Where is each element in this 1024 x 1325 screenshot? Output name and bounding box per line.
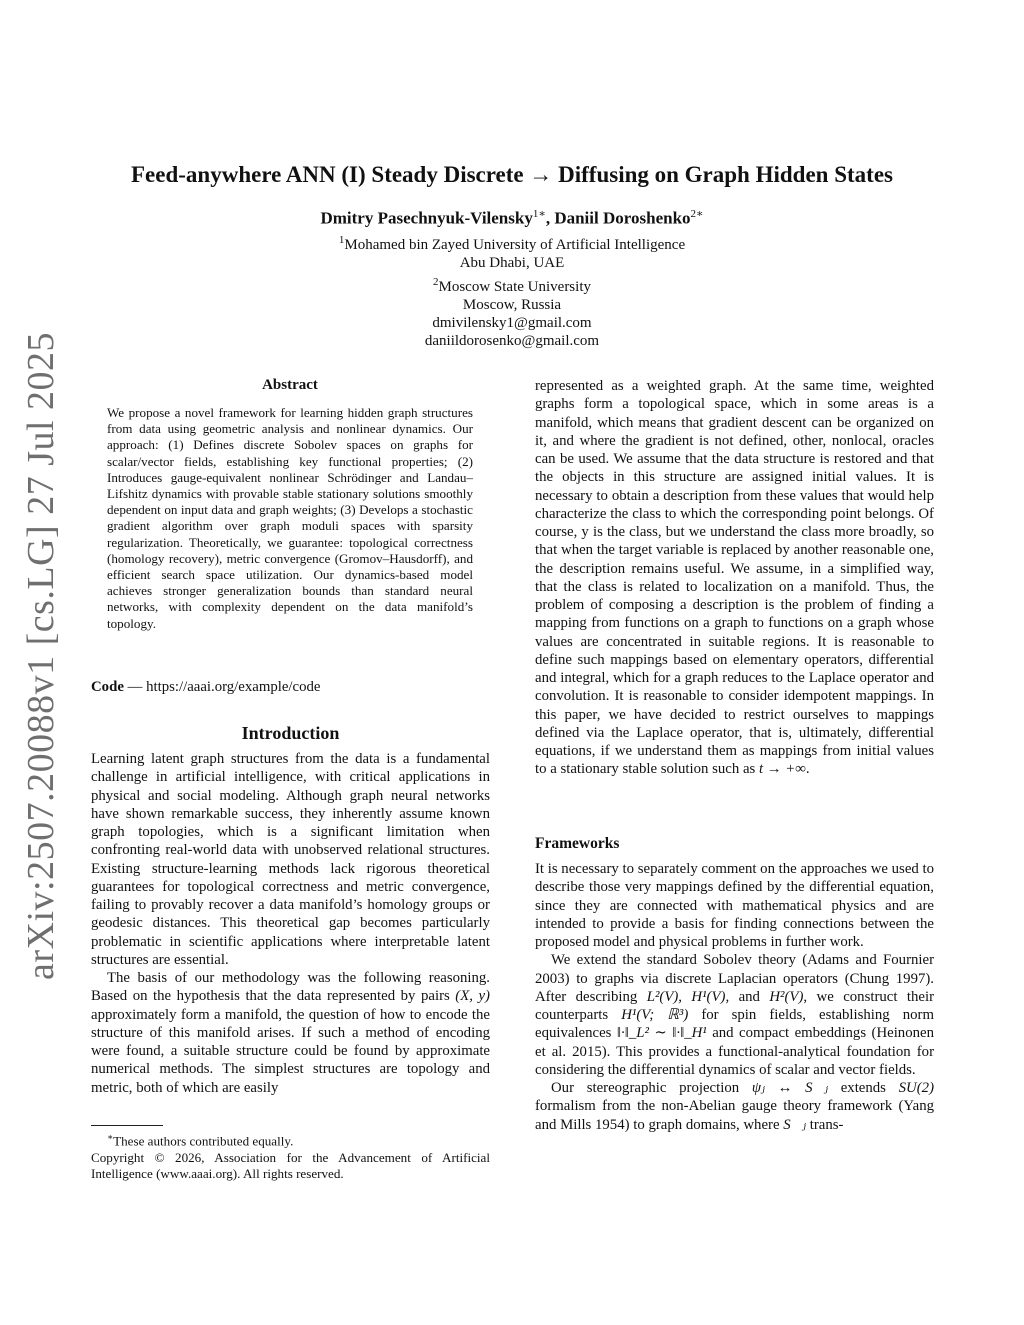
code-link-line <box>91 678 491 697</box>
introduction-heading: Introduction <box>241 723 340 743</box>
footnote-text: These authors contributed equally. <box>113 1133 294 1149</box>
text-run: , we construct their counterparts <box>535 988 934 1023</box>
copyright-notice: Copyright © 2026, Association for the Advancement of Artificial Intelligence (www.aaai.org). All rights reserved. <box>91 1149 490 1181</box>
introduction-body <box>91 750 490 1097</box>
text-run: for spin fields, establishing norm equivalences <box>535 1007 934 1042</box>
introduction-paragraph: Learning latent graph structures from the data is a fundamental challenge in artificial intelligence, with critical applications in physical and social modeling. Although graph neural networks have shown remarkable success, they inherently assume known graph topologies, which is a significant limitation when confronting real-world data with unobserved relational structures. Existing structure-learning methods lack rigorous theoretical guarantees for topological correctness and metric convergence, failing to provably recover a data manifold’s homology groups or geodesic distances. This theoretical gap becomes particularly problematic in scientific applications where interpretable latent structures are essential. <box>91 751 490 968</box>
footnotes <box>91 1129 490 1182</box>
inline-math: t → +∞ <box>758 761 806 778</box>
affiliation-mark: 2 <box>433 275 439 288</box>
inline-math: L²(V), H¹(V), <box>646 988 730 1005</box>
inline-math: ψⱼ ↔ S⃗ⱼ <box>751 1080 829 1096</box>
right-column-continuation <box>535 377 934 779</box>
inline-math: SU(2) <box>898 1080 934 1096</box>
affiliation-city: Moscow, Russia <box>462 296 562 313</box>
text-run: trans- <box>806 1116 844 1133</box>
inline-math: ‖·‖_L² ∼ ‖·‖_H¹ <box>616 1025 707 1042</box>
code-url-link[interactable]: https://aaai.org/example/code <box>146 679 321 695</box>
paper-title: Feed-anywhere ANN (I) Steady Discrete → Diffusing on Graph Hidden States <box>131 162 893 187</box>
inline-math: H¹(V; ℝ³) <box>621 1007 689 1023</box>
author-affiliation-mark: 1∗ <box>532 208 546 220</box>
author-name: Daniil Doroshenko <box>554 208 691 228</box>
author-name: Dmitry Pasechnyuk-Vilensky <box>320 208 533 228</box>
footnote-equal-contribution <box>91 1129 490 1150</box>
text-run: and compact embeddings (Heinonen et al. 2015). This provides a functional-analytical foundation for considering the differential dynamics of scalar and vector fields. <box>535 1025 934 1078</box>
text-run: and <box>729 988 770 1005</box>
code-label: Code <box>91 679 124 695</box>
text-run: We extend the standard Sobolev theory (Adams and Fournier 2003) to graphs via discrete Laplacian operators (Chung 1997). After describing <box>535 952 934 1005</box>
text-run: extends <box>828 1080 899 1096</box>
text-run: . <box>805 761 810 778</box>
author-email: dmivilensky1@gmail.com <box>432 315 592 332</box>
affiliation-city: Abu Dhabi, UAE <box>459 255 565 272</box>
footnote-mark: ∗ <box>107 1132 114 1142</box>
abstract-heading: Abstract <box>262 377 318 393</box>
author-email: daniildorosenko@gmail.com <box>424 333 600 350</box>
author-separator: , <box>545 208 555 228</box>
body-paragraph: It is necessary to separately comment on the approaches we used to describe those very mappings defined by the differential equation, since they are connected with mathematical physics and are intended to provide a basis for finding connections between the proposed model and physical problems in further work. <box>535 861 934 950</box>
code-dash: — <box>123 679 147 695</box>
text-run: formalism from the non-Abelian gauge theory framework (Yang and Mills 1954) to graph domains, where <box>535 1098 934 1133</box>
arxiv-identifier-stamp: arXiv:2507.20088v1 [cs.LG] 27 Jul 2025 <box>20 331 62 980</box>
affiliation-line <box>0 273 1024 296</box>
affiliation-name: Moscow State University <box>438 278 591 295</box>
body-paragraph <box>535 951 934 1079</box>
body-paragraph <box>535 377 934 779</box>
inline-math: S⃗ⱼ <box>783 1116 807 1133</box>
author-affiliation-mark: 2∗ <box>690 208 704 220</box>
text-run: approximately form a manifold, the question of how to encode the structure of this manifold arises. If such a method of encoding were found, a suitable structure could be found by approximate numerical methods. The simplest structures are topology and metric, both of which are easily <box>91 1006 490 1096</box>
frameworks-body <box>535 860 934 1134</box>
affiliation-mark: 1 <box>338 234 345 246</box>
inline-math: (X, y) <box>455 988 490 1005</box>
text-run: Our stereographic projection <box>551 1080 752 1096</box>
affiliation-line <box>0 231 1024 254</box>
text-run: The basis of our methodology was the following reasoning. Based on the hypothesis that the data represented by pairs <box>91 970 490 1005</box>
introduction-paragraph <box>91 969 490 1097</box>
body-paragraph <box>535 1079 934 1134</box>
frameworks-heading: Frameworks <box>535 835 620 852</box>
affiliation-name: Mohamed bin Zayed University of Artificial Intelligence <box>344 237 686 253</box>
inline-math: H²(V) <box>769 988 804 1005</box>
author-list <box>0 203 1024 230</box>
affiliations <box>0 231 1024 351</box>
text-run: represented as a weighted graph. At the same time, weighted graphs form a topological space, which in some areas is a manifold, which means that gradient descent can be organized on it, and where the gradient is not defined, other, nonlocal, oracles can be used. We assume that the data structure is restored and that the objects in this structure are assigned initial values. It is necessary to obtain a description from these values that would help characterize the class to which the corresponding point belongs. Of course, y is the class, but we understand the class more broadly, so that when the target variable is replaced by another reasonable one, the description remains useful. We assume, in a simplified way, that the class is related to localization on a manifold. Thus, the problem of composing a description is the problem of finding a mapping from functions on a graph to functions on a graph whose values are concentrated in suitable regions. It is reasonable to define such mappings based on elementary operators, differential and integral, which for a graph reduces to the Laplace operator and convolution. It is reasonable to consider idempotent mappings. In this paper, we have decided to restrict ourselves to mappings defined via the Laplace operator, that is, ultimately, differential equations, if we understand them as mappings from initial values to a stationary stable solution such as <box>535 378 934 778</box>
abstract-text: We propose a novel framework for learning hidden graph structures from data using geometric analysis and nonlinear dynamics. Our approach: (1) Defines discrete Sobolev spaces on graphs for scalar/vector fields, establishing key functional properties; (2) Introduces gauge-equivalent nonlinear Schrödinger and Landau–Lifshitz dynamics with provable stable stationary solutions smoothly dependent on input data and graph weights; (3) Develops a stochastic gradient algorithm over graph moduli spaces with sparsity regularization. Theoretically, we guarantee: topological correctness (homology recovery), metric convergence (Gromov–Hausdorff), and efficient search space utilization. Our dynamics-based model achieves stronger generalization bounds than standard neural networks, with complexity dependent on the data manifold’s topology. <box>107 405 473 631</box>
footnote-divider <box>91 1125 163 1126</box>
